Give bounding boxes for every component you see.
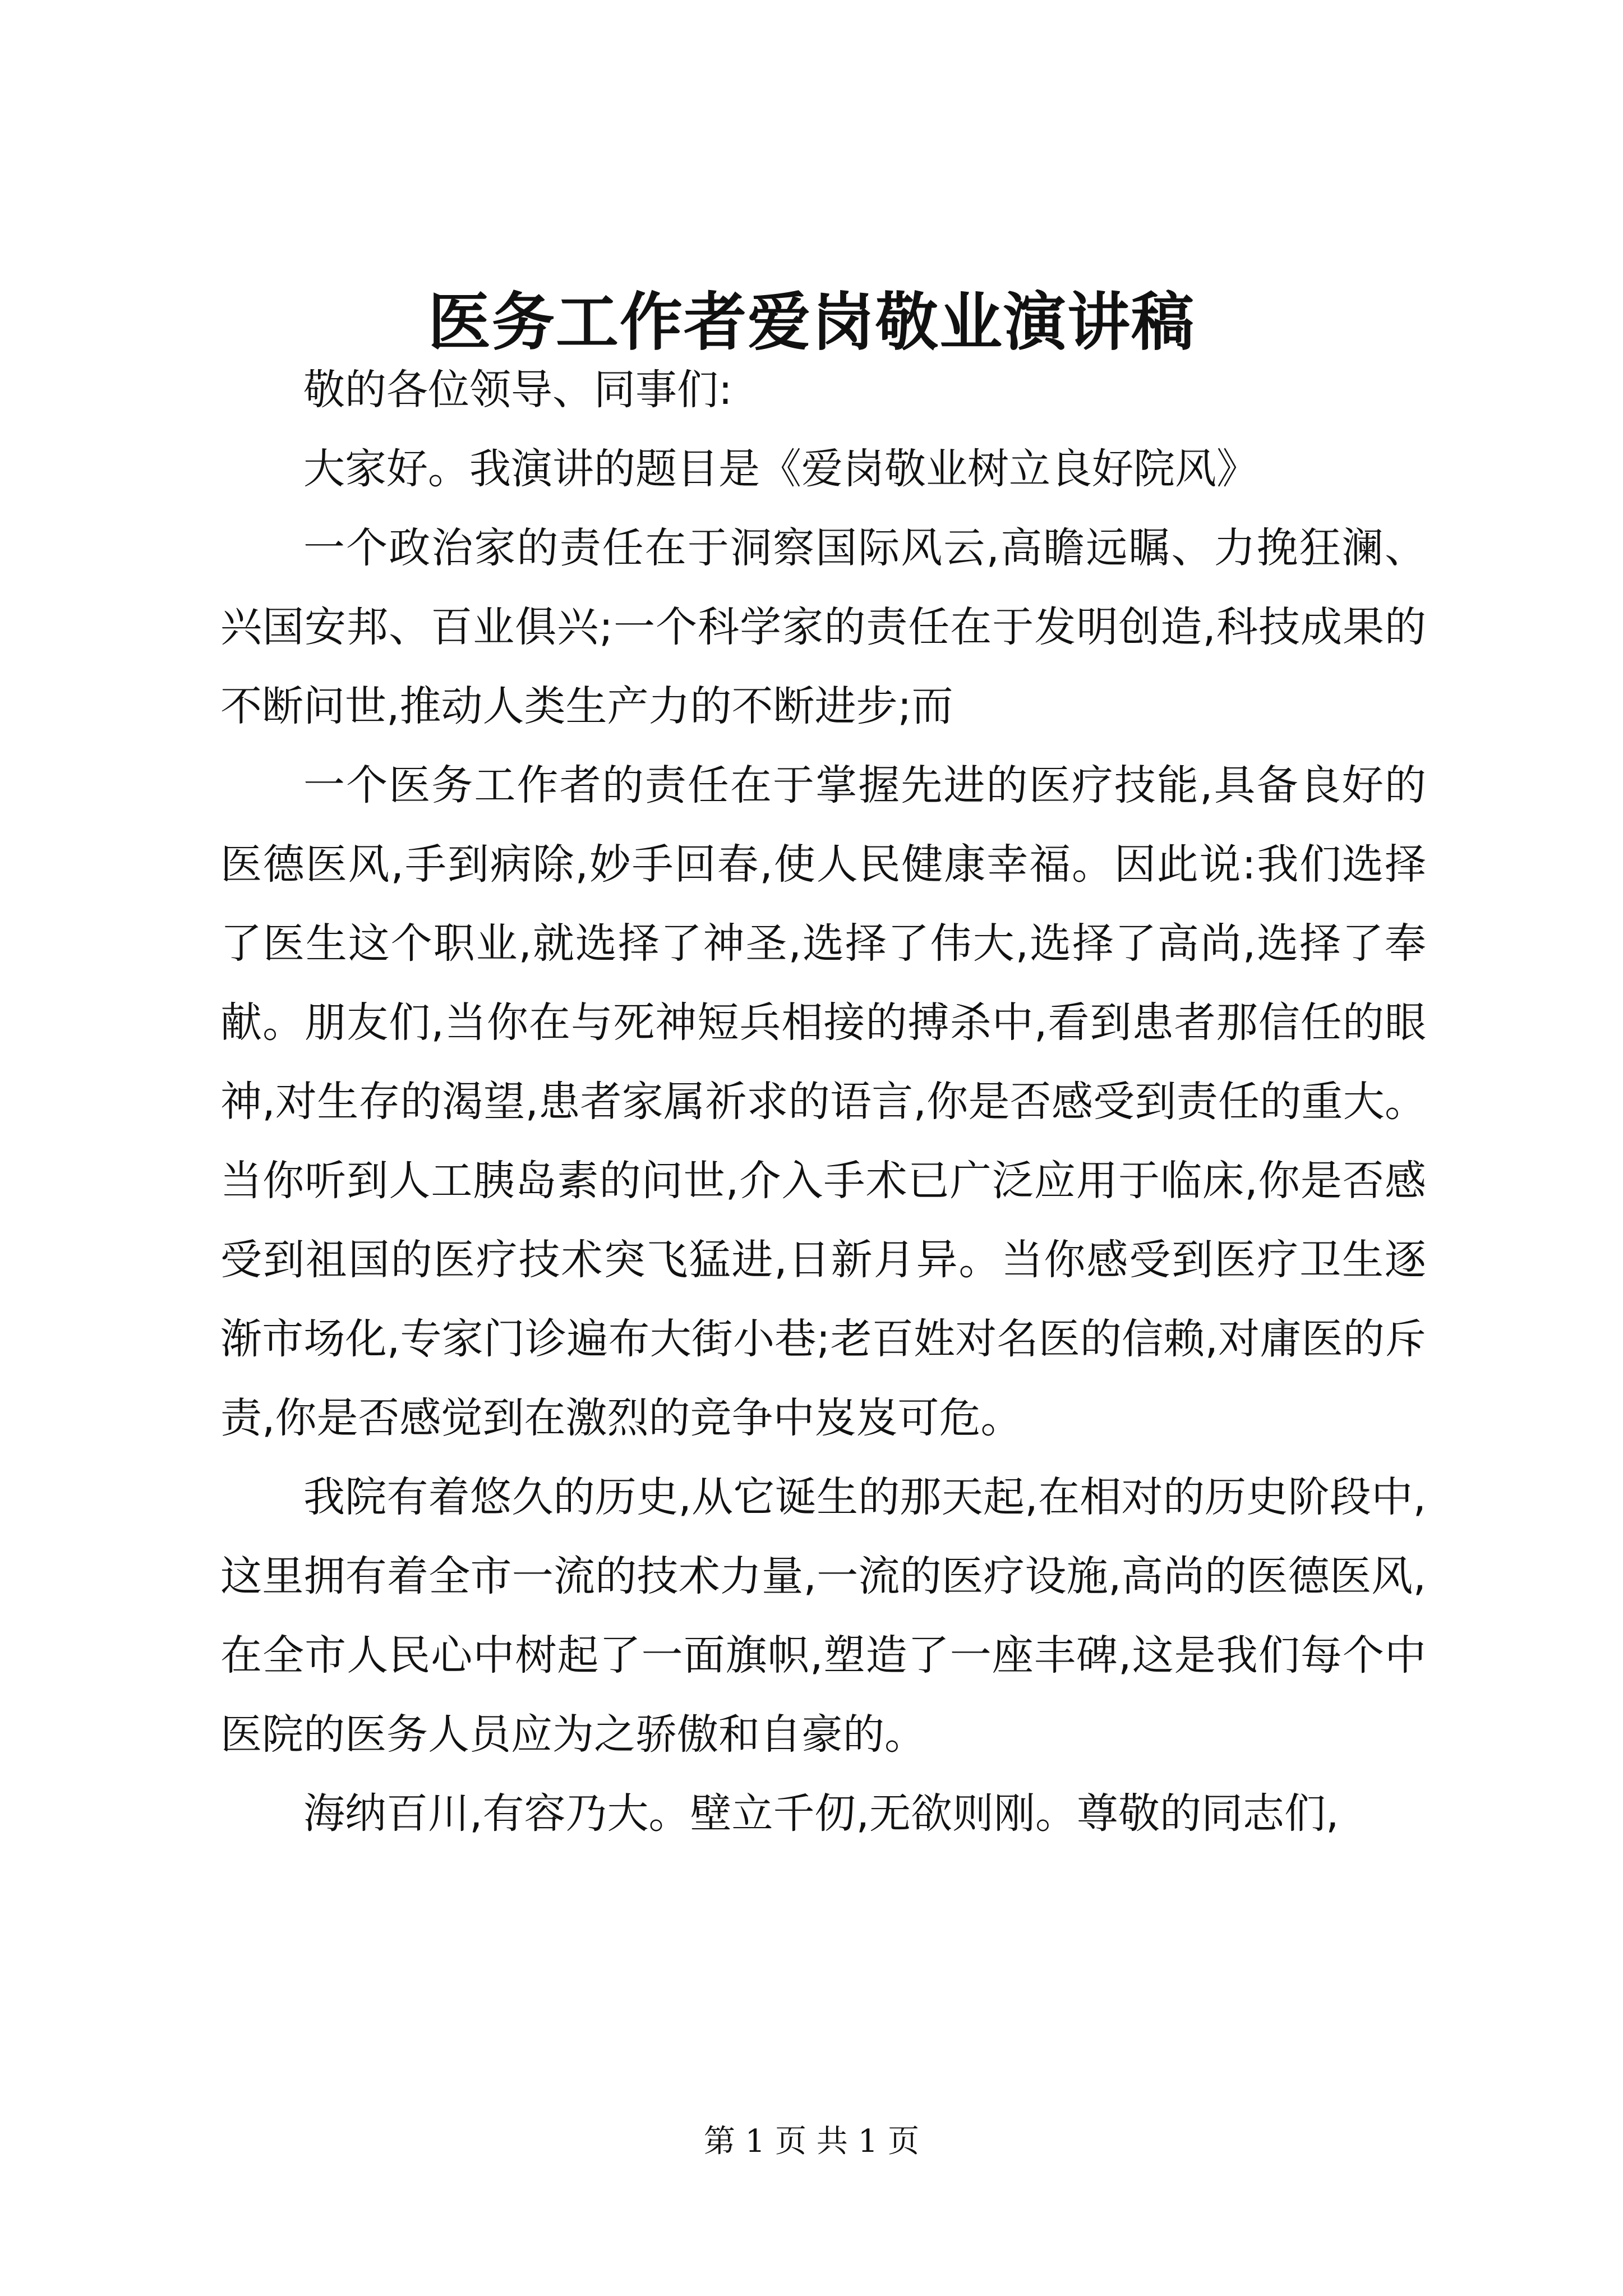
document-body <box>220 351 1426 1853</box>
body-paragraph: 一个医务工作者的责任在于掌握先进的医疗技能,具备良好的医德医风,手到病除,妙手回春,使人民健康幸福。因此说:我们选择了医生这个职业,就选择了神圣,选择了伟大,选择了高尚,选择了奉献。朋友们,当你在与死神短兵相接的搏杀中,看到患者那信任的眼神,对生存的渴望,患者家属祈求的语言,你是否感受到责任的重大。当你听到人工胰岛素的问世,介入手术已广泛应用于临床,你是否感受到祖国的医疗技术突飞猛进,日新月异。当你感受到医疗卫生逐渐市场化,专家门诊遍布大街小巷;老百姓对名医的信赖,对庸医的斥责,你是否感觉到在激烈的竞争中岌岌可危。 <box>220 761 1426 1442</box>
greeting-paragraph: 敬的各位领导、同事们: <box>303 366 732 414</box>
body-paragraph: 一个政治家的责任在于洞察国际风云,高瞻远瞩、力挽狂澜、兴国安邦、百业俱兴;一个科学家的责任在于发明创造,科技成果的不断问世,推动人类生产力的不断进步;而 <box>220 524 1426 730</box>
body-paragraph: 我院有着悠久的历史,从它诞生的那天起,在相对的历史阶段中,这里拥有着全市一流的技术力量,一流的医疗设施,高尚的医德医风,在全市人民心中树起了一面旗帜,塑造了一座丰碑,这是我们每个中医院的医务人员应为之骄傲和自豪的。 <box>220 1473 1426 1759</box>
document-title: 医务工作者爱岗敬业演讲稿 <box>428 286 1195 359</box>
page-number-footer: 第 1 页 共 1 页 <box>703 2123 920 2160</box>
intro-paragraph: 大家好。我演讲的题目是《爱岗敬业树立良好院风》 <box>303 445 1258 493</box>
body-paragraph: 海纳百川,有容乃大。壁立千仞,无欲则刚。尊敬的同志们, <box>303 1789 1339 1838</box>
